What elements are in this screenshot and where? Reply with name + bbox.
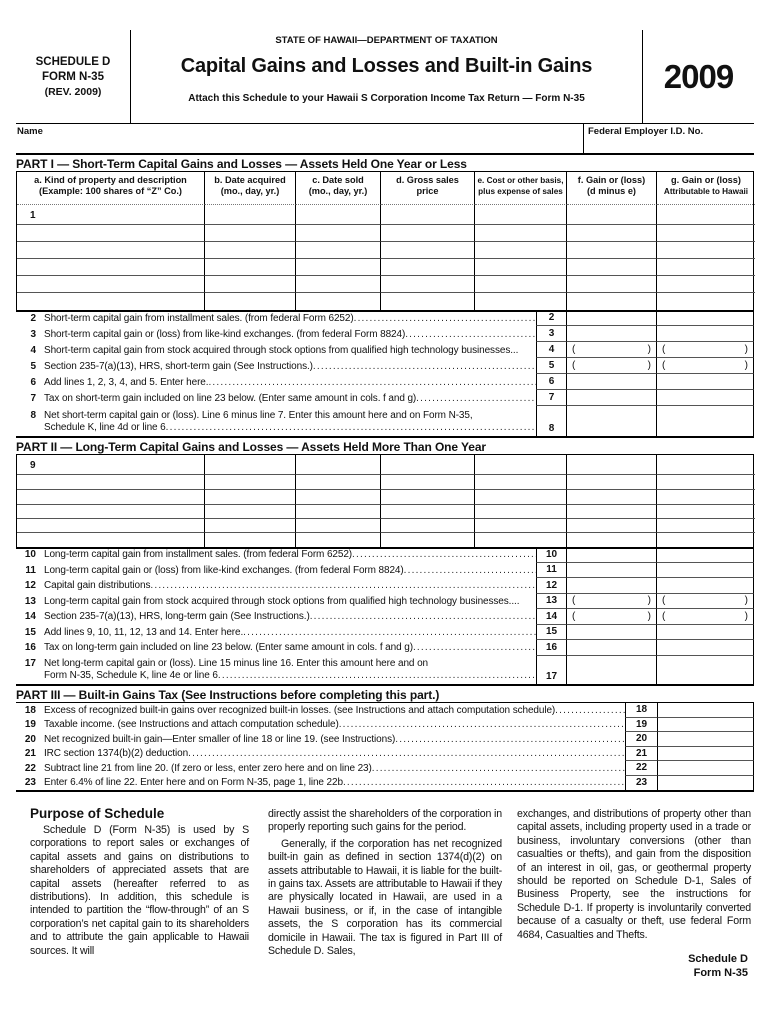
- line-number-box: 23: [625, 776, 657, 791]
- table-cell[interactable]: [17, 490, 205, 505]
- table-cell[interactable]: [205, 475, 296, 490]
- line-22: 22 Subtract line 21 from line 20. (If zero or less, enter zero here and on line 23) ..... 22: [16, 761, 754, 776]
- col-header-e: e. Cost or other basis, plus expense of sales: [475, 172, 567, 205]
- line-number-box: 15: [536, 625, 566, 641]
- dot-leader: [372, 763, 625, 774]
- line15-amount-f[interactable]: [566, 625, 656, 641]
- table-cell[interactable]: [475, 455, 567, 475]
- table-cell[interactable]: [17, 276, 205, 293]
- table-cell[interactable]: [475, 475, 567, 490]
- table-cell[interactable]: [205, 533, 296, 547]
- table-cell[interactable]: [567, 225, 657, 242]
- table-cell[interactable]: [296, 205, 381, 225]
- table-cell[interactable]: [567, 505, 657, 519]
- line-19: 19 Taxable income. (see Instructions and attach computation schedule) ..... 19: [16, 718, 754, 733]
- table-cell[interactable]: [381, 225, 475, 242]
- form-title-block: [130, 30, 643, 123]
- table-cell[interactable]: [657, 475, 755, 490]
- table-cell[interactable]: [381, 533, 475, 547]
- table-cell[interactable]: [657, 259, 755, 276]
- line10-amount-f[interactable]: [566, 547, 656, 563]
- table-cell[interactable]: [567, 205, 657, 225]
- dot-leader: [166, 422, 536, 433]
- line2-amount-f[interactable]: [566, 310, 656, 326]
- line-18: 18 Excess of recognized built-in gains over recognized built-in losses. (see Instructions and attach computation schedule) ..... 18: [16, 703, 754, 718]
- dot-leader: [416, 393, 536, 404]
- table-cell[interactable]: [205, 225, 296, 242]
- col-header-f: f. Gain or (loss) (d minus e): [567, 172, 657, 205]
- dot-leader: [555, 705, 625, 716]
- table-cell[interactable]: [296, 519, 381, 533]
- dot-leader: [313, 361, 536, 372]
- line-number-box: 13: [536, 594, 566, 610]
- line15-amount-g[interactable]: [656, 625, 754, 641]
- line-5: 5 Section 235-7(a)(13), HRS, short-term gain (See Instructions.) ..... 5 ( ) ( ): [16, 358, 754, 374]
- line5-amount-f[interactable]: [566, 358, 656, 374]
- table-cell[interactable]: [567, 455, 657, 475]
- table-cell[interactable]: [205, 205, 296, 225]
- line-7: 7 Tax on short-term gain included on line 23 below. (Enter same amount in cols. f and g) ..... 7: [16, 390, 754, 406]
- line12-amount-f[interactable]: [566, 578, 656, 594]
- table-cell[interactable]: [567, 475, 657, 490]
- table-cell[interactable]: [205, 455, 296, 475]
- line-number-box: 5: [536, 358, 566, 374]
- line-4: 4 Short-term capital gain from stock acquired through stock options from qualified high technology businesses... 4 ( ) ( ): [16, 342, 754, 358]
- table-cell[interactable]: [205, 242, 296, 259]
- table-cell[interactable]: [17, 519, 205, 533]
- table-cell[interactable]: [475, 533, 567, 547]
- part2-header: PART II — Long-Term Capital Gains and Losses — Assets Held More Than One Year: [16, 436, 754, 455]
- table-cell[interactable]: [657, 276, 755, 293]
- line14-amount-f[interactable]: [566, 609, 656, 625]
- line17-amount-g[interactable]: [656, 656, 754, 685]
- line-number-box: 19: [625, 718, 657, 733]
- purpose-col3: [517, 808, 751, 942]
- table-cell[interactable]: [17, 533, 205, 547]
- line13-amount-f[interactable]: [566, 594, 656, 610]
- line-13: 13 Long-term capital gain from stock acquired through stock options from qualified high technology businesses.... 13 ( ) ( ): [16, 594, 754, 610]
- line-16: 16 Tax on long-term gain included on line 23 below. (Enter same amount in cols. f and g) ..... 16: [16, 640, 754, 656]
- table-cell[interactable]: [205, 505, 296, 519]
- line-3: 3 Short-term capital gain or (loss) from like-kind exchanges. (from federal Form 8824) ..... 3: [16, 326, 754, 342]
- col-header-g: g. Gain or (loss) Attributable to Hawaii: [657, 172, 755, 205]
- part3-lines: [16, 703, 754, 792]
- dot-leader: [208, 377, 536, 388]
- table-cell[interactable]: [296, 475, 381, 490]
- table-cell[interactable]: [567, 533, 657, 547]
- line13-amount-g[interactable]: [656, 594, 754, 610]
- part3-header: PART III — Built-in Gains Tax (See Instructions before completing this part.): [16, 684, 754, 703]
- line-number-box: 6: [536, 374, 566, 390]
- table-cell[interactable]: [475, 293, 567, 310]
- table-cell[interactable]: [567, 490, 657, 505]
- col-header-c: c. Date sold (mo., day, yr.): [296, 172, 381, 205]
- line-number-box: 7: [536, 390, 566, 406]
- table-cell[interactable]: [17, 205, 205, 225]
- part1-lines: [16, 310, 754, 436]
- col-header-b: b. Date acquired (mo., day, yr.): [205, 172, 296, 205]
- dot-leader: [243, 627, 536, 638]
- table-cell[interactable]: [475, 490, 567, 505]
- line-number-box: 3: [536, 326, 566, 342]
- line10-amount-g[interactable]: [656, 547, 754, 563]
- table-cell[interactable]: [296, 242, 381, 259]
- tax-year-block: [643, 30, 754, 123]
- table-cell[interactable]: [475, 276, 567, 293]
- line8-amount-g[interactable]: [656, 406, 754, 436]
- table-cell[interactable]: [475, 205, 567, 225]
- table-cell[interactable]: [475, 242, 567, 259]
- line-number-box: 10: [536, 547, 566, 563]
- tax-year: 2009: [663, 57, 734, 95]
- line-15: 15 Add lines 9, 10, 11, 12, 13 and 14. Enter here. ..... 15: [16, 625, 754, 641]
- dot-leader: [218, 670, 536, 681]
- line5-amount-g[interactable]: [656, 358, 754, 374]
- table-cell[interactable]: [567, 519, 657, 533]
- table-cell[interactable]: [657, 490, 755, 505]
- table-cell[interactable]: [475, 505, 567, 519]
- table-cell[interactable]: [296, 276, 381, 293]
- purpose-paragraph: Generally, if the corporation has net recognized built-in gain as defined in section 1374(d)(2) on assets attributable to Hawaii, it is liable for the built-in gains tax. Assets are attributable to Hawaii if they are physically located in Hawaii, are used in a Hawaii business, or if, in the case of intangible assets, the S corporation has its commercial domicile in Hawaii. The tax is figured in Part III of Schedule D. Sales,: [268, 837, 502, 958]
- table-cell[interactable]: [657, 505, 755, 519]
- line-number-box: 4: [536, 342, 566, 358]
- table-cell[interactable]: [17, 505, 205, 519]
- dot-leader: [339, 719, 625, 730]
- dot-leader: [405, 329, 536, 340]
- table-cell[interactable]: [205, 519, 296, 533]
- table-cell[interactable]: [657, 455, 755, 475]
- line4-amount-f[interactable]: [566, 342, 656, 358]
- line16-amount-f[interactable]: [566, 640, 656, 656]
- table-cell[interactable]: [657, 533, 755, 547]
- line-number-box: 8: [536, 406, 566, 436]
- table-cell[interactable]: [475, 259, 567, 276]
- name-label: Name: [17, 126, 43, 137]
- part1-items-table: [16, 172, 754, 312]
- line4-amount-g[interactable]: [656, 342, 754, 358]
- line-12: 12 Capital gain distributions ..... 12: [16, 578, 754, 594]
- table-cell[interactable]: [567, 242, 657, 259]
- table-cell[interactable]: [657, 293, 755, 310]
- fein-field[interactable]: [583, 124, 754, 153]
- table-cell[interactable]: [567, 259, 657, 276]
- table-cell[interactable]: [381, 490, 475, 505]
- table-cell[interactable]: [381, 205, 475, 225]
- dot-leader: [354, 313, 536, 324]
- purpose-col1: [30, 824, 249, 958]
- line18-amount[interactable]: [657, 703, 754, 718]
- table-cell[interactable]: [381, 519, 475, 533]
- table-cell[interactable]: [567, 276, 657, 293]
- line11-amount-g[interactable]: [656, 563, 754, 579]
- line-23: 23 Enter 6.4% of line 22. Enter here and on Form N-35, page 1, line 22b ..... 23: [16, 776, 754, 791]
- table-cell[interactable]: [381, 242, 475, 259]
- footer-schedule: Schedule D: [688, 953, 748, 965]
- col-header-d: d. Gross sales price: [381, 172, 475, 205]
- table-cell[interactable]: [17, 293, 205, 310]
- table-cell[interactable]: [381, 475, 475, 490]
- table-cell[interactable]: [296, 259, 381, 276]
- line-8: 8 Net short-term capital gain or (loss). Line 6 minus line 7. Enter this amount here and on Form N-35, Schedule K, line 4d or line 6 ..... 8: [16, 406, 754, 436]
- table-cell[interactable]: [381, 455, 475, 475]
- table-cell[interactable]: [381, 259, 475, 276]
- purpose-paragraph: exchanges, and distributions of property other than capital assets, including property used in a trade or business, involuntary conversions (other than casualties or thefts), and gain from the disposition of an interest in oil, gas, or geothermal property should be reported on Schedule D-1, Sales of Business Property, see the instructions for Schedule D-1. If property is involuntarily converted because of a casualty or theft, use federal Form 4684, Casualties and Thefts.: [517, 808, 751, 941]
- table-cell[interactable]: [17, 455, 205, 475]
- line12-amount-g[interactable]: [656, 578, 754, 594]
- agency-name: STATE OF HAWAII—DEPARTMENT OF TAXATION: [275, 35, 498, 46]
- line7-amount-g[interactable]: [656, 390, 754, 406]
- table-cell[interactable]: [657, 225, 755, 242]
- dot-leader: [310, 611, 536, 622]
- line-number-box: 20: [625, 732, 657, 747]
- table-cell[interactable]: [475, 225, 567, 242]
- line6-amount-f[interactable]: [566, 374, 656, 390]
- table-cell[interactable]: [17, 242, 205, 259]
- schedule-label: SCHEDULE D: [35, 55, 111, 68]
- dot-leader: [395, 734, 625, 745]
- line7-amount-f[interactable]: [566, 390, 656, 406]
- dot-leader: [404, 565, 536, 576]
- line6-amount-g[interactable]: [656, 374, 754, 390]
- purpose-paragraph: Schedule D (Form N-35) is used by S corporations to report sales or exchanges of capital assets and gains on distributions to shareholders of appreciated assets that are capital assets (hereafter referred to as distributions). In addition, this schedule is intended to partition the “flow-through” of an S corporation’s net capital gain to its shareholders and to attribute the gain applicable to Hawaii sources. It will: [30, 824, 249, 957]
- part1-header: PART I — Short-Term Capital Gains and Losses — Assets Held One Year or Less: [16, 153, 754, 172]
- table-cell[interactable]: [296, 455, 381, 475]
- line-number-box: 12: [536, 578, 566, 594]
- line-10: 10 Long-term capital gain from installment sales. (from federal Form 6252) ..... 10: [16, 547, 754, 563]
- line23-amount[interactable]: [657, 776, 754, 791]
- footer-form: Form N-35: [693, 967, 748, 979]
- table-cell[interactable]: [205, 276, 296, 293]
- line22-amount[interactable]: [657, 761, 754, 776]
- table-cell[interactable]: [296, 533, 381, 547]
- page-title: Capital Gains and Losses and Built-in Gains: [180, 55, 593, 77]
- table-cell[interactable]: [17, 259, 205, 276]
- line3-amount-g[interactable]: [656, 326, 754, 342]
- table-cell[interactable]: [205, 293, 296, 310]
- table-cell[interactable]: [296, 225, 381, 242]
- table-cell[interactable]: [296, 490, 381, 505]
- line-17: 17 Net long-term capital gain or (loss). Line 15 minus line 16. Enter this amount here and on Form N-35, Schedule K, line 4e or line 6 ..... 17: [16, 656, 754, 685]
- dot-leader: [343, 777, 625, 788]
- table-cell[interactable]: [205, 490, 296, 505]
- fein-label: Federal Employer I.D. No.: [588, 126, 704, 137]
- line-2: 2 Short-term capital gain from installment sales. (from federal Form 6252) ..... 2: [16, 310, 754, 326]
- part2-items-table: [16, 455, 754, 549]
- line-number-box: 22: [625, 761, 657, 776]
- line-14: 14 Section 235-7(a)(13), HRS, long-term gain (See Instructions.) ..... 14 ( ) ( ): [16, 609, 754, 625]
- line-number-box: 16: [536, 640, 566, 656]
- line-number-box: 17: [536, 656, 566, 685]
- name-field[interactable]: [16, 124, 583, 153]
- line-11: 11 Long-term capital gain or (loss) from like-kind exchanges. (from federal Form 8824) ..... 11: [16, 563, 754, 579]
- revision-label: (REV. 2009): [44, 85, 102, 98]
- table-cell[interactable]: [296, 505, 381, 519]
- dot-leader: [188, 748, 625, 759]
- line21-amount[interactable]: [657, 747, 754, 762]
- table-cell[interactable]: [381, 505, 475, 519]
- row-number: 9: [30, 460, 36, 471]
- dot-leader: [352, 549, 536, 560]
- line17-amount-f[interactable]: [566, 656, 656, 685]
- table-cell[interactable]: [657, 242, 755, 259]
- line-number-box: 14: [536, 609, 566, 625]
- table-cell[interactable]: [657, 205, 755, 225]
- line-21: 21 IRC section 1374(b)(2) deduction ..... 21: [16, 747, 754, 762]
- table-cell[interactable]: [296, 293, 381, 310]
- line-number-box: 21: [625, 747, 657, 762]
- attach-instruction: Attach this Schedule to your Hawaii S Corporation Income Tax Return — Form N-35: [188, 93, 585, 104]
- table-cell[interactable]: [381, 293, 475, 310]
- line-number-box: 18: [625, 703, 657, 718]
- table-cell[interactable]: [567, 293, 657, 310]
- line11-amount-f[interactable]: [566, 563, 656, 579]
- row-number: 1: [30, 210, 36, 221]
- form-number-label: FORM N-35: [42, 70, 104, 83]
- footer-form-id: [688, 952, 748, 980]
- line-6: 6 Add lines 1, 2, 3, 4, and 5. Enter here. ..... 6: [16, 374, 754, 390]
- line-number-box: 11: [536, 563, 566, 579]
- line20-amount[interactable]: [657, 732, 754, 747]
- purpose-heading: Purpose of Schedule: [30, 806, 165, 821]
- taxpayer-info-row: [16, 123, 754, 153]
- table-cell[interactable]: [381, 276, 475, 293]
- line-20: 20 Net recognized built-in gain—Enter smaller of line 18 or line 19. (see Instructions) ..... 20: [16, 732, 754, 747]
- line19-amount[interactable]: [657, 718, 754, 733]
- line2-amount-g[interactable]: [656, 310, 754, 326]
- line8-amount-f[interactable]: [566, 406, 656, 436]
- part2-lines: [16, 547, 754, 684]
- purpose-paragraph: directly assist the shareholders of the corporation in properly reporting such gains for the period.: [268, 808, 502, 834]
- line14-amount-g[interactable]: [656, 609, 754, 625]
- table-cell[interactable]: [657, 519, 755, 533]
- line3-amount-f[interactable]: [566, 326, 656, 342]
- table-cell[interactable]: [475, 519, 567, 533]
- col-header-a: a. Kind of property and description (Example: 100 shares of “Z” Co.): [17, 172, 205, 205]
- dot-leader: [150, 580, 536, 591]
- dot-leader: [413, 642, 536, 653]
- table-cell[interactable]: [205, 259, 296, 276]
- line-number-box: 2: [536, 310, 566, 326]
- table-cell[interactable]: [17, 475, 205, 490]
- form-header: [16, 30, 754, 123]
- purpose-col2: [268, 808, 502, 958]
- table-cell[interactable]: [17, 225, 205, 242]
- form-id-block: [16, 30, 130, 123]
- line16-amount-g[interactable]: [656, 640, 754, 656]
